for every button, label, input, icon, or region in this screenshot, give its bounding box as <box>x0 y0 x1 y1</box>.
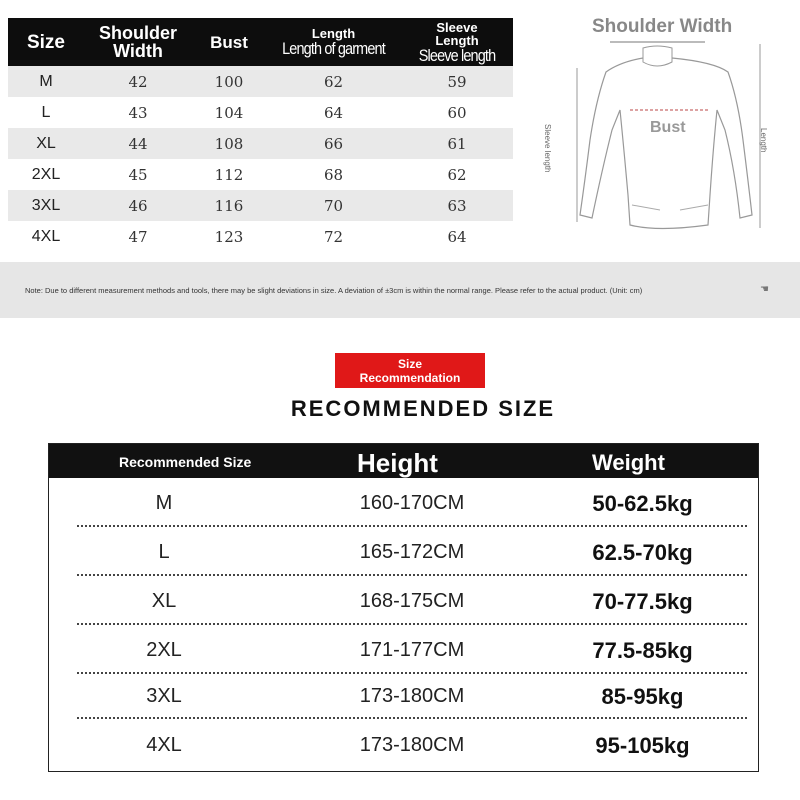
header-size: Size <box>26 31 66 53</box>
cell-length: 68 <box>323 165 344 184</box>
header-shoulder-width <box>84 18 192 66</box>
cell-sleeve: 62 <box>447 165 467 184</box>
measurement-note: Note: Due to different measurement methods and tools, there may be slight deviations in size. A deviation of ±3cm is within the normal range. Please refer to the actual product. (Unit: cm) <box>25 286 643 295</box>
cell-size: 4XL <box>31 227 61 245</box>
size-chart-section <box>0 0 800 320</box>
cell-shoulder: 44 <box>128 134 148 153</box>
rec-weight: 95-105kg <box>595 733 690 758</box>
cell-bust: 100 <box>214 72 244 91</box>
table-row <box>49 627 758 675</box>
table-row <box>8 128 513 159</box>
recommended-size-title: RECOMMENDED SIZE <box>290 396 556 421</box>
diagram-sleeve-label: Sleeve length <box>543 124 552 173</box>
diagram-bust-label: Bust <box>650 119 686 136</box>
rec-weight: 77.5-85kg <box>592 638 693 663</box>
table-row <box>8 66 513 97</box>
rec-size: 4XL <box>146 734 182 756</box>
cell-length: 72 <box>323 227 344 246</box>
header-bust: Bust <box>210 32 248 52</box>
size-chart-header-row <box>8 18 513 66</box>
header-height: Height <box>357 448 438 478</box>
cell-length: 66 <box>323 134 344 153</box>
rec-height: 160-170CM <box>359 492 465 514</box>
rec-weight: 85-95kg <box>601 684 684 709</box>
cell-shoulder: 46 <box>128 196 148 215</box>
row-divider <box>77 623 747 625</box>
rec-size: 3XL <box>146 685 182 707</box>
hem-detail <box>632 205 708 210</box>
cell-sleeve: 59 <box>447 72 467 91</box>
row-divider <box>77 525 747 527</box>
cell-length: 62 <box>323 72 344 91</box>
cell-shoulder: 45 <box>128 165 148 184</box>
table-row <box>49 480 758 528</box>
badge-line1: Size <box>397 357 422 371</box>
rec-size: M <box>155 492 173 514</box>
recommendation-header <box>49 444 758 478</box>
recommendation-table <box>48 443 759 772</box>
cell-shoulder: 43 <box>128 103 148 122</box>
cell-size: L <box>41 103 51 121</box>
garment-outline <box>580 58 752 229</box>
cell-sleeve: 61 <box>447 134 467 153</box>
header-sleeve-line2: Length <box>435 32 479 48</box>
size-chart-table <box>8 18 513 252</box>
header-weight: Weight <box>592 450 665 475</box>
hand-icon: ☚ <box>760 284 769 295</box>
table-row <box>8 159 513 190</box>
table-row <box>8 190 513 221</box>
rec-weight: 70-77.5kg <box>592 589 693 614</box>
header-length-bottom: Length of garment <box>282 39 385 58</box>
cell-size: M <box>39 72 53 90</box>
cell-sleeve: 60 <box>447 103 467 122</box>
header-recommended-size: Recommended Size <box>119 454 252 470</box>
header-sleeve <box>401 18 513 66</box>
table-row <box>49 722 758 770</box>
table-row <box>8 97 513 128</box>
cell-size: XL <box>36 134 56 152</box>
cell-shoulder: 47 <box>128 227 148 246</box>
cell-length: 64 <box>323 103 344 122</box>
header-shoulder-line1: Shoulder <box>98 23 177 43</box>
cell-length: 70 <box>323 196 344 215</box>
rec-size: 2XL <box>146 639 182 661</box>
cell-bust: 116 <box>214 196 244 215</box>
cell-sleeve: 63 <box>447 196 467 215</box>
row-divider <box>77 574 747 576</box>
size-recommendation-badge <box>335 353 485 388</box>
header-sleeve-line1: Sleeve <box>436 19 478 35</box>
table-row <box>49 578 758 626</box>
rec-size: XL <box>151 590 177 612</box>
row-divider <box>77 717 747 719</box>
header-length <box>266 18 401 66</box>
table-row <box>49 529 758 577</box>
rec-height: 165-172CM <box>359 541 465 563</box>
cell-size: 2XL <box>31 165 61 183</box>
table-row <box>49 673 758 721</box>
diagram-shoulder-width-label: Shoulder Width <box>592 16 733 37</box>
table-row <box>8 221 513 252</box>
garment-diagram <box>540 0 800 260</box>
cell-bust: 104 <box>214 103 244 122</box>
cell-bust: 123 <box>214 227 244 246</box>
diagram-length-label: Length <box>759 128 768 153</box>
note-bar <box>0 262 800 318</box>
header-shoulder-line2: Width <box>113 41 163 61</box>
collar-outline <box>643 46 672 66</box>
rec-height: 171-177CM <box>359 639 465 661</box>
rec-height: 173-180CM <box>359 734 465 756</box>
rec-weight: 62.5-70kg <box>592 540 693 565</box>
cell-bust: 108 <box>214 134 244 153</box>
rec-height: 168-175CM <box>359 590 465 612</box>
rec-size: L <box>158 541 170 563</box>
cell-bust: 112 <box>214 165 244 184</box>
badge-line2: Recommendation <box>359 371 461 385</box>
cell-shoulder: 42 <box>128 72 148 91</box>
cell-sleeve: 64 <box>447 227 467 246</box>
header-sleeve-bottom: Sleeve length <box>418 45 496 65</box>
cell-size: 3XL <box>31 196 61 214</box>
header-length-top: Length <box>311 26 356 41</box>
rec-height: 173-180CM <box>359 685 465 707</box>
rec-weight: 50-62.5kg <box>592 491 693 516</box>
